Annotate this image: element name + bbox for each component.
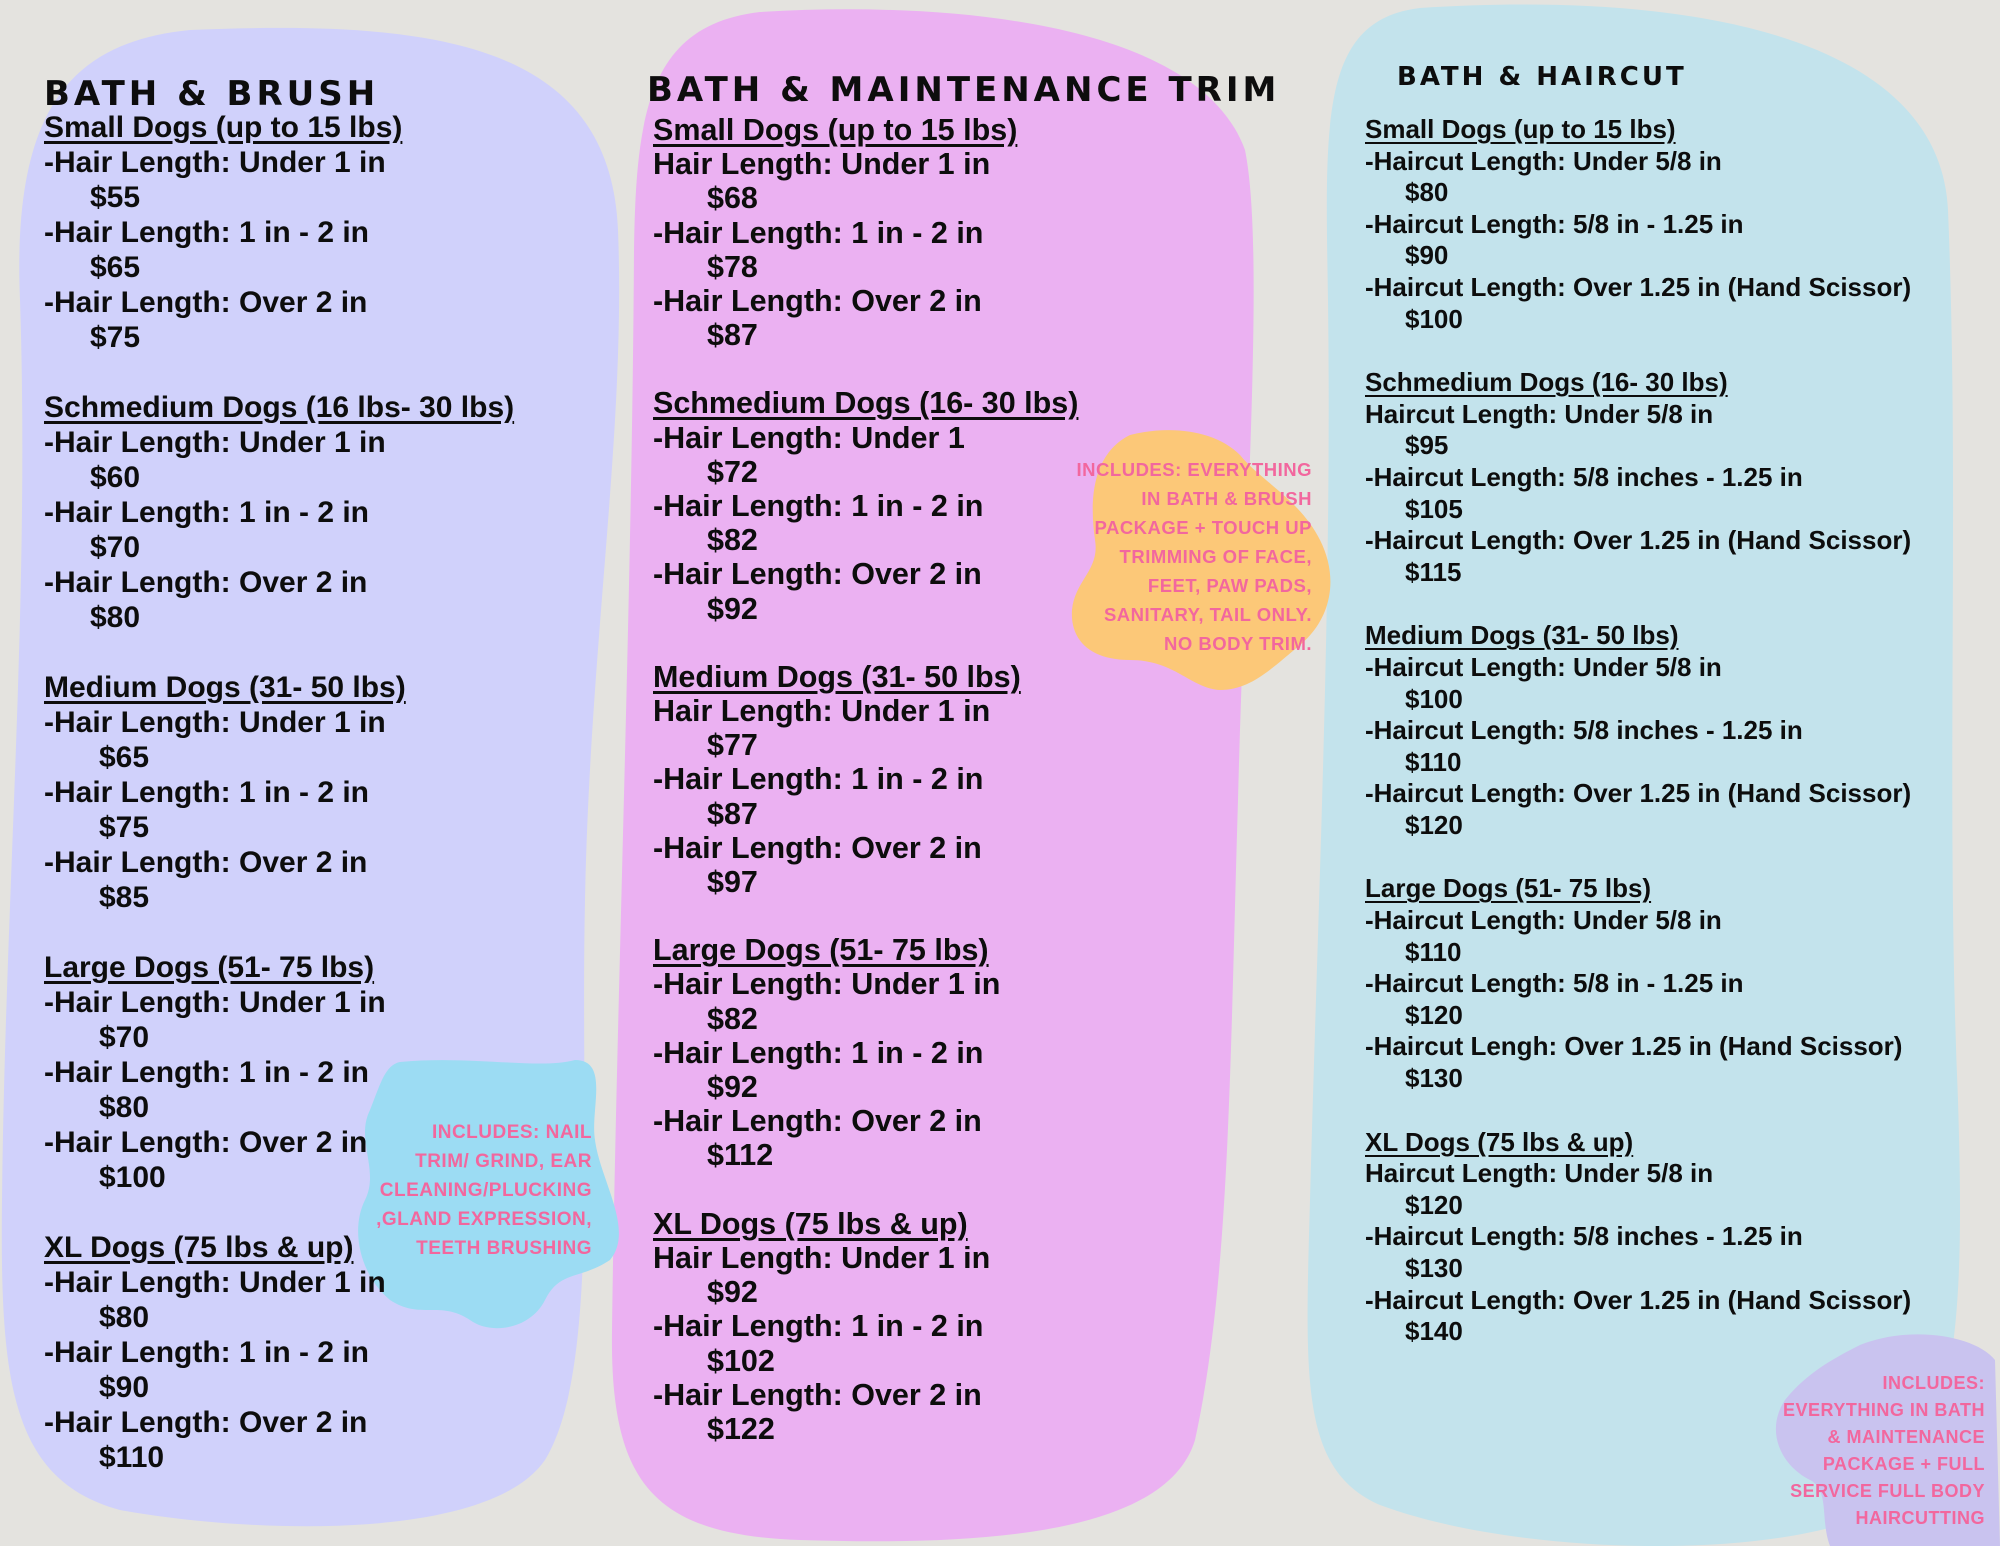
price-row	[653, 557, 1078, 625]
price: $72	[707, 454, 758, 489]
price: $68	[707, 181, 758, 216]
haircut-length-label: -Haircut Length: Under 5/8 in	[1365, 905, 1722, 936]
price-row	[653, 694, 1078, 762]
size-group-heading: Large Dogs (51- 75 lbs)	[1365, 873, 1652, 904]
price: $120	[1405, 809, 1463, 840]
price: $65	[99, 741, 150, 774]
price-row	[653, 284, 1078, 352]
size-group-heading: Medium Dogs (31- 50 lbs)	[44, 671, 406, 704]
hair-length-label: -Hair Length: Under 1 in	[44, 426, 386, 459]
hair-length-label: -Hair Length: 1 in - 2 in	[44, 776, 370, 809]
size-group-heading: Large Dogs (51- 75 lbs)	[44, 951, 375, 984]
price-row	[653, 1036, 1078, 1104]
hair-length-label: Hair Length: Under 1 in	[653, 694, 991, 729]
price-group	[653, 386, 1078, 625]
bath-haircut-includes-note	[1783, 1370, 1985, 1532]
haircut-length-label: -Haircut Length: Under 5/8 in	[1365, 145, 1722, 176]
price: $120	[1405, 1189, 1463, 1220]
price-row	[653, 1104, 1078, 1172]
bath-haircut-title: BATH & HAIRCUT	[1397, 62, 1687, 92]
price: $87	[707, 796, 758, 831]
price: $80	[99, 1091, 150, 1124]
size-group-heading: Medium Dogs (31- 50 lbs)	[653, 659, 1021, 694]
note-line: IN BATH & BRUSH	[1141, 488, 1312, 509]
price-group	[44, 390, 514, 635]
haircut-length-label: -Haircut Length: 5/8 inches - 1.25 in	[1365, 715, 1803, 746]
haircut-length-label: -Haircut Lengh: Over 1.25 in (Hand Scissor)	[1365, 1031, 1903, 1062]
price-row	[44, 1335, 514, 1405]
price-row	[653, 967, 1078, 1035]
price-group	[653, 660, 1078, 899]
haircut-length-label: -Haircut Length: 5/8 inches - 1.25 in	[1365, 1221, 1803, 1252]
price-row	[653, 1378, 1078, 1446]
price: $70	[90, 531, 141, 564]
hair-length-label: -Hair Length: 1 in - 2 in	[653, 1309, 984, 1344]
note-line: TEETH BRUSHING	[416, 1238, 592, 1259]
hair-length-label: -Hair Length: 1 in - 2 in	[653, 762, 984, 797]
price-row	[1365, 1221, 1911, 1284]
bath-brush-includes-note	[376, 1118, 592, 1263]
price-row	[44, 775, 514, 845]
hair-length-label: Hair Length: Under 1 in	[653, 147, 991, 182]
haircut-length-label: -Haircut Length: Over 1.25 in (Hand Scissor)	[1365, 271, 1912, 302]
price: $105	[1405, 493, 1463, 524]
price-row	[653, 1309, 1078, 1377]
hair-length-label: -Hair Length: 1 in - 2 in	[44, 496, 370, 529]
price: $90	[1405, 240, 1449, 271]
price-row	[1365, 209, 1911, 272]
note-line: INCLUDES: NAIL	[431, 1122, 592, 1143]
note-line: TRIMMING OF FACE,	[1119, 546, 1312, 567]
note-line: PACKAGE + TOUCH UP	[1094, 517, 1312, 538]
price-row	[1365, 525, 1911, 588]
price: $100	[1405, 683, 1463, 714]
price-group	[1365, 873, 1911, 1094]
price: $65	[90, 251, 141, 284]
price: $92	[707, 1275, 758, 1310]
price: $77	[707, 728, 758, 763]
note-line: CLEANING/PLUCKING	[379, 1180, 592, 1201]
price-row	[44, 1265, 514, 1335]
bath-haircut-price-list	[1365, 114, 1911, 1380]
price-row	[44, 985, 514, 1055]
hair-length-label: -Hair Length: 1 in - 2 in	[44, 216, 370, 249]
price-row	[44, 215, 514, 285]
hair-length-label: -Hair Length: Under 1 in	[44, 146, 386, 179]
note-line: ,GLAND EXPRESSION,	[376, 1209, 592, 1230]
note-line: PACKAGE + FULL	[1822, 1454, 1985, 1474]
price-group	[44, 670, 514, 915]
price-row	[1365, 462, 1911, 525]
price: $95	[1405, 430, 1449, 461]
note-line: FEET, PAW PADS,	[1147, 575, 1312, 596]
price-row	[1365, 146, 1911, 209]
price-group	[44, 110, 514, 355]
price-group	[653, 1207, 1078, 1446]
size-group-heading: Small Dogs (up to 15 lbs)	[1365, 114, 1676, 144]
price-row	[1365, 715, 1911, 778]
price: $110	[1405, 746, 1462, 777]
price-row	[653, 147, 1078, 215]
price-row	[653, 1241, 1078, 1309]
price: $110	[1405, 936, 1462, 967]
price: $75	[99, 811, 150, 844]
hair-length-label: -Hair Length: Over 2 in	[44, 1126, 368, 1159]
haircut-length-label: Haircut Length: Under 5/8 in	[1365, 398, 1714, 429]
note-line: & MAINTENANCE	[1827, 1427, 1985, 1447]
note-line: SERVICE FULL BODY	[1790, 1481, 1985, 1501]
hair-length-label: -Hair Length: Over 2 in	[653, 1377, 982, 1412]
hair-length-label: -Hair Length: Over 2 in	[44, 286, 368, 319]
price-row	[653, 762, 1078, 830]
price: $97	[707, 865, 758, 900]
price: $80	[1405, 177, 1449, 208]
price-group	[1365, 620, 1911, 841]
hair-length-label: -Hair Length: 1 in - 2 in	[653, 489, 984, 524]
bath-brush-price-list	[44, 110, 514, 1510]
bath-trim-price-list	[653, 113, 1078, 1480]
hair-length-label: -Hair Length: 1 in - 2 in	[653, 1035, 984, 1070]
size-group-heading: Large Dogs (51- 75 lbs)	[653, 933, 989, 968]
price: $115	[1405, 556, 1462, 587]
hair-length-label: -Hair Length: 1 in - 2 in	[44, 1056, 370, 1089]
price: $87	[707, 318, 758, 353]
price: $120	[1405, 999, 1463, 1030]
price-row	[1365, 1285, 1911, 1348]
bath-trim-includes-note	[1077, 455, 1312, 658]
price: $80	[99, 1301, 150, 1334]
note-line: TRIM/ GRIND, EAR	[415, 1151, 592, 1172]
size-group-heading: XL Dogs (75 lbs & up)	[44, 1231, 354, 1264]
price: $82	[707, 1001, 758, 1036]
size-group-heading: Small Dogs (up to 15 lbs)	[44, 111, 403, 144]
note-line: SANITARY, TAIL ONLY.	[1103, 604, 1312, 625]
price: $92	[707, 591, 758, 626]
bath-trim-title: BATH & MAINTENANCE TRIM	[647, 70, 1281, 110]
hair-length-label: -Hair Length: Over 2 in	[44, 566, 368, 599]
hair-length-label: -Hair Length: Under 1 in	[44, 706, 386, 739]
price-row	[1365, 778, 1911, 841]
price-row	[1365, 1031, 1911, 1094]
price-row	[44, 1405, 514, 1475]
price: $85	[99, 881, 150, 914]
price: $80	[90, 601, 141, 634]
price-row	[44, 425, 514, 495]
price: $100	[1405, 303, 1463, 334]
size-group-heading: Medium Dogs (31- 50 lbs)	[1365, 620, 1679, 651]
hair-length-label: Hair Length: Under 1 in	[653, 1240, 991, 1275]
price: $102	[707, 1343, 775, 1378]
price-row	[44, 145, 514, 215]
hair-length-label: -Hair Length: Over 2 in	[653, 1104, 982, 1139]
price: $55	[90, 181, 141, 214]
price: $140	[1405, 1316, 1463, 1347]
price: $70	[99, 1021, 150, 1054]
price: $90	[99, 1371, 150, 1404]
price-row	[1365, 272, 1911, 335]
price-group	[653, 933, 1078, 1172]
price-row	[1365, 1158, 1911, 1221]
hair-length-label: -Hair Length: 1 in - 2 in	[653, 215, 984, 250]
note-line: NO BODY TRIM.	[1164, 633, 1312, 654]
note-line: INCLUDES:	[1882, 1373, 1985, 1393]
price: $130	[1405, 1063, 1463, 1094]
size-group-heading: Schmedium Dogs (16- 30 lbs)	[1365, 367, 1728, 398]
price-row	[1365, 652, 1911, 715]
price: $112	[707, 1138, 774, 1173]
price-row	[653, 216, 1078, 284]
hair-length-label: -Hair Length: Under 1	[653, 420, 965, 455]
haircut-length-label: -Haircut Length: 5/8 in - 1.25 in	[1365, 208, 1744, 239]
hair-length-label: -Hair Length: Over 2 in	[653, 284, 982, 319]
price-row	[1365, 905, 1911, 968]
note-line: EVERYTHING IN BATH	[1782, 1400, 1985, 1420]
price-row	[1365, 399, 1911, 462]
price: $130	[1405, 1253, 1463, 1283]
price-group	[1365, 367, 1911, 588]
hair-length-label: -Hair Length: 1 in - 2 in	[44, 1336, 370, 1369]
haircut-length-label: Haircut Length: Under 5/8 in	[1365, 1158, 1714, 1189]
bath-brush-title: BATH & BRUSH	[44, 74, 380, 114]
price-row	[44, 495, 514, 565]
price: $60	[90, 461, 141, 494]
price-row	[44, 845, 514, 915]
size-group-heading: Small Dogs (up to 15 lbs)	[653, 113, 1018, 147]
price: $75	[90, 321, 141, 354]
price-group	[44, 1230, 514, 1475]
haircut-length-label: -Haircut Length: 5/8 inches - 1.25 in	[1365, 461, 1803, 492]
haircut-length-label: -Haircut Length: Over 1.25 in (Hand Scissor)	[1365, 525, 1912, 556]
hair-length-label: -Hair Length: Over 2 in	[44, 846, 368, 879]
price-row	[44, 565, 514, 635]
price: $78	[707, 249, 758, 284]
price-group	[1365, 1127, 1911, 1348]
price: $92	[707, 1070, 758, 1105]
price-row	[44, 705, 514, 775]
price: $82	[707, 523, 758, 558]
price-group	[653, 113, 1078, 352]
size-group-heading: Schmedium Dogs (16 lbs- 30 lbs)	[44, 391, 515, 424]
size-group-heading: Schmedium Dogs (16- 30 lbs)	[653, 386, 1079, 421]
size-group-heading: XL Dogs (75 lbs & up)	[653, 1206, 968, 1241]
price-row	[1365, 968, 1911, 1031]
hair-length-label: -Hair Length: Over 2 in	[653, 830, 982, 865]
haircut-length-label: -Haircut Length: Under 5/8 in	[1365, 651, 1722, 682]
note-line: HAIRCUTTING	[1855, 1508, 1985, 1528]
haircut-length-label: -Haircut Length: 5/8 in - 1.25 in	[1365, 968, 1744, 999]
haircut-length-label: -Haircut Length: Over 1.25 in (Hand Scissor)	[1365, 1284, 1912, 1315]
price-row	[653, 489, 1078, 557]
hair-length-label: -Hair Length: Under 1 in	[44, 986, 386, 1019]
price: $122	[707, 1411, 775, 1446]
note-line: INCLUDES: EVERYTHING	[1076, 459, 1312, 480]
price: $100	[99, 1161, 166, 1194]
price: $110	[99, 1441, 165, 1474]
haircut-length-label: -Haircut Length: Over 1.25 in (Hand Scissor)	[1365, 778, 1912, 809]
price-row	[653, 421, 1078, 489]
hair-length-label: -Hair Length: Under 1 in	[44, 1266, 386, 1299]
size-group-heading: XL Dogs (75 lbs & up)	[1365, 1126, 1634, 1157]
hair-length-label: -Hair Length: Over 2 in	[653, 557, 982, 592]
price-group	[1365, 114, 1911, 335]
hair-length-label: -Hair Length: Under 1 in	[653, 967, 1001, 1002]
price-row	[44, 1055, 514, 1125]
hair-length-label: -Hair Length: Over 2 in	[44, 1406, 368, 1439]
price-row	[653, 831, 1078, 899]
price-row	[44, 285, 514, 355]
